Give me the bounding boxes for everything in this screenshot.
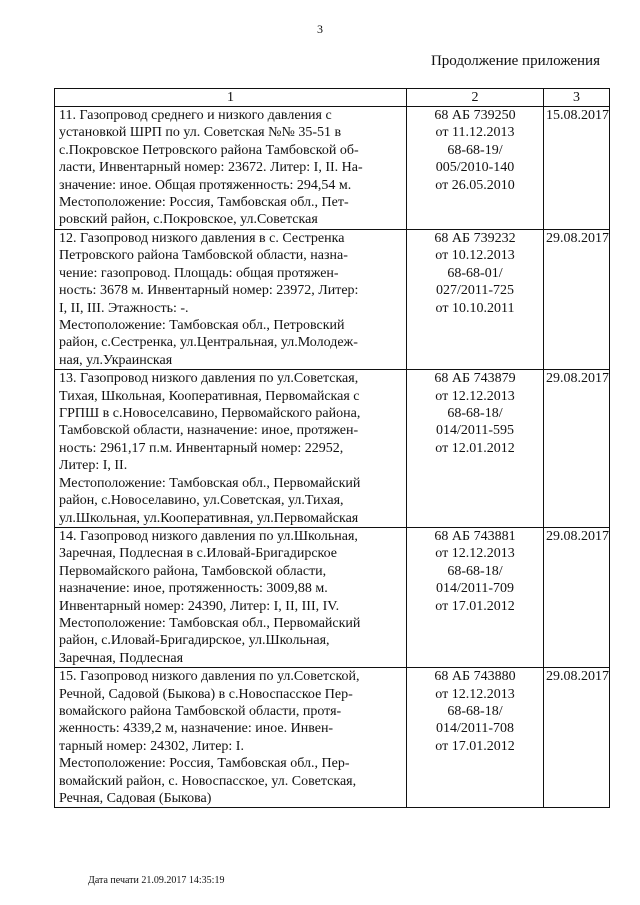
column-header-2: 2 xyxy=(407,89,544,107)
record-date: 29.08.2017 xyxy=(544,370,610,528)
description-line: 11. Газопровод среднего и низкого давления с xyxy=(59,108,332,123)
description-line: 15. Газопровод низкого давления по ул.Советской, xyxy=(59,669,360,685)
description-line: Речной, Садовой (Быкова) в с.Новоспасское Пер- xyxy=(59,686,353,702)
object-description xyxy=(55,370,407,528)
description-line: 14. Газопровод низкого давления по ул.Школьная, xyxy=(59,528,358,544)
description-line: Тамбовской области, назначение: иное, протяжен- xyxy=(59,423,359,439)
description-line: 12. Газопровод низкого давления в с. Сестренка xyxy=(59,231,345,246)
registration-line: 68-68-18/ xyxy=(447,563,503,579)
record-date: 29.08.2017 xyxy=(544,527,610,667)
registration-line: 68 АБ 739250 xyxy=(434,108,516,123)
description-line: Речная, Садовая (Быкова) xyxy=(59,791,212,806)
description-line: Заречная, Подлесная в с.Иловай-Бригадирское xyxy=(59,546,338,562)
registration-line: 68 АБ 743879 xyxy=(434,371,516,387)
description-line: ГРПШ в с.Новоселсавино, Первомайского района, xyxy=(59,406,361,422)
description-line: район, с.Сестренка, ул.Центральная, ул.Молодеж- xyxy=(59,335,358,351)
record-date: 29.08.2017 xyxy=(544,668,610,808)
registration-info xyxy=(407,230,544,370)
registration-line: от 10.10.2011 xyxy=(435,300,515,316)
description-line: женность: 4339,2 м, назначение: иное. Инвен- xyxy=(59,721,334,737)
description-line: установкой ШРП по ул. Советская №№ 35-51 в xyxy=(59,125,342,141)
registration-line: 014/2011-708 xyxy=(435,721,515,737)
description-line: Местоположение: Тамбовская обл., Первомайский xyxy=(59,475,361,491)
description-line: Инвентарный номер: 24390, Литер: I, II, III, IV. xyxy=(59,598,340,614)
registration-line: 68-68-01/ xyxy=(447,265,503,281)
description-line: район, с.Иловай-Бригадирское, ул.Школьная, xyxy=(59,633,330,649)
description-line: ность: 3678 м. Инвентарный номер: 23972, Литер: xyxy=(59,283,359,299)
registration-line: от 26.05.2010 xyxy=(435,177,515,193)
description-line: Петровского района Тамбовской области, назна- xyxy=(59,248,348,264)
page-number: 3 xyxy=(317,22,323,36)
registration-line: 014/2011-709 xyxy=(435,581,515,597)
description-line: Местоположение: Россия, Тамбовская обл., Пер- xyxy=(59,756,350,772)
registration-line: 68-68-18/ xyxy=(447,406,503,422)
description-line: вомайского района Тамбовской области, протя- xyxy=(59,703,342,719)
print-date: Дата печати 21.09.2017 14:35:19 xyxy=(88,875,225,886)
table-row xyxy=(55,107,610,230)
registration-line: от 12.12.2013 xyxy=(435,546,515,562)
registration-line: от 17.01.2012 xyxy=(435,738,515,754)
object-description xyxy=(55,107,407,230)
table-row xyxy=(55,230,610,370)
registration-line: 68 АБ 743880 xyxy=(434,669,516,685)
description-line: ул.Школьная, ул.Кооперативная, ул.Первомайская xyxy=(59,510,359,526)
registration-line: 68-68-19/ xyxy=(447,142,503,158)
registration-line: от 10.12.2013 xyxy=(435,248,515,264)
continuation-heading: Продолжение приложения xyxy=(430,53,600,69)
registration-line: от 12.12.2013 xyxy=(435,388,515,404)
description-line: назначение: иное, протяженность: 3009,88 м. xyxy=(59,581,328,597)
description-line: 13. Газопровод низкого давления по ул.Советская, xyxy=(59,371,359,387)
description-line: Первомайского района, Тамбовской области, xyxy=(59,563,327,579)
registration-info xyxy=(407,370,544,528)
description-line: Заречная, Подлесная xyxy=(59,650,184,666)
registration-info xyxy=(407,668,544,808)
registration-line: 005/2010-140 xyxy=(435,160,515,176)
property-table xyxy=(54,88,610,808)
column-header-3: 3 xyxy=(544,89,610,107)
description-line: тарный номер: 24302, Литер: I. xyxy=(59,738,244,754)
registration-line: 68-68-18/ xyxy=(447,703,503,719)
registration-line: от 12.01.2012 xyxy=(435,440,515,456)
description-line: Местоположение: Тамбовская обл., Первомайский xyxy=(59,615,361,631)
object-description xyxy=(55,230,407,370)
header-row xyxy=(55,89,610,107)
description-line: Тихая, Школьная, Кооперативная, Первомайская с xyxy=(59,388,360,404)
registration-line: от 17.01.2012 xyxy=(435,598,515,614)
record-date: 29.08.2017 xyxy=(544,230,610,370)
table-row xyxy=(55,668,610,808)
description-line: Местоположение: Россия, Тамбовская обл., Пет- xyxy=(59,195,349,211)
description-line: район, с.Новоселавино, ул.Советская, ул.Тихая, xyxy=(59,493,344,509)
description-line: значение: иное. Общая протяженность: 294,54 м. xyxy=(59,177,352,193)
description-line: ровский район, с.Покровское, ул.Советская xyxy=(59,212,318,228)
object-description xyxy=(55,668,407,808)
registration-info xyxy=(407,107,544,230)
object-description xyxy=(55,527,407,667)
description-line: вомайский район, с. Новоспасское, ул. Советская, xyxy=(59,773,357,789)
description-line: ласти, Инвентарный номер: 23672. Литер: I, II. На- xyxy=(59,160,363,176)
table-row xyxy=(55,527,610,667)
registration-line: 68 АБ 739232 xyxy=(434,231,516,246)
description-line: с.Покровское Петровского района Тамбовской об- xyxy=(59,142,359,158)
description-line: ная, ул.Украинская xyxy=(59,352,173,368)
description-line: I, II, III. Этажность: -. xyxy=(59,300,189,316)
column-header-1: 1 xyxy=(55,89,407,107)
registration-line: 68 АБ 743881 xyxy=(434,528,516,544)
registration-line: от 12.12.2013 xyxy=(435,686,515,702)
table-row xyxy=(55,370,610,528)
description-line: ность: 2961,17 п.м. Инвентарный номер: 22952, xyxy=(59,440,344,456)
registration-info xyxy=(407,527,544,667)
record-date: 15.08.2017 xyxy=(544,107,610,230)
description-line: Местоположение: Тамбовская обл., Петровский xyxy=(59,318,345,334)
description-line: чение: газопровод. Площадь: общая протяжен- xyxy=(59,265,339,281)
registration-line: 014/2011-595 xyxy=(435,423,515,439)
registration-line: 027/2011-725 xyxy=(435,283,515,299)
registration-line: от 11.12.2013 xyxy=(435,125,515,141)
description-line: Литер: I, II. xyxy=(59,458,128,474)
